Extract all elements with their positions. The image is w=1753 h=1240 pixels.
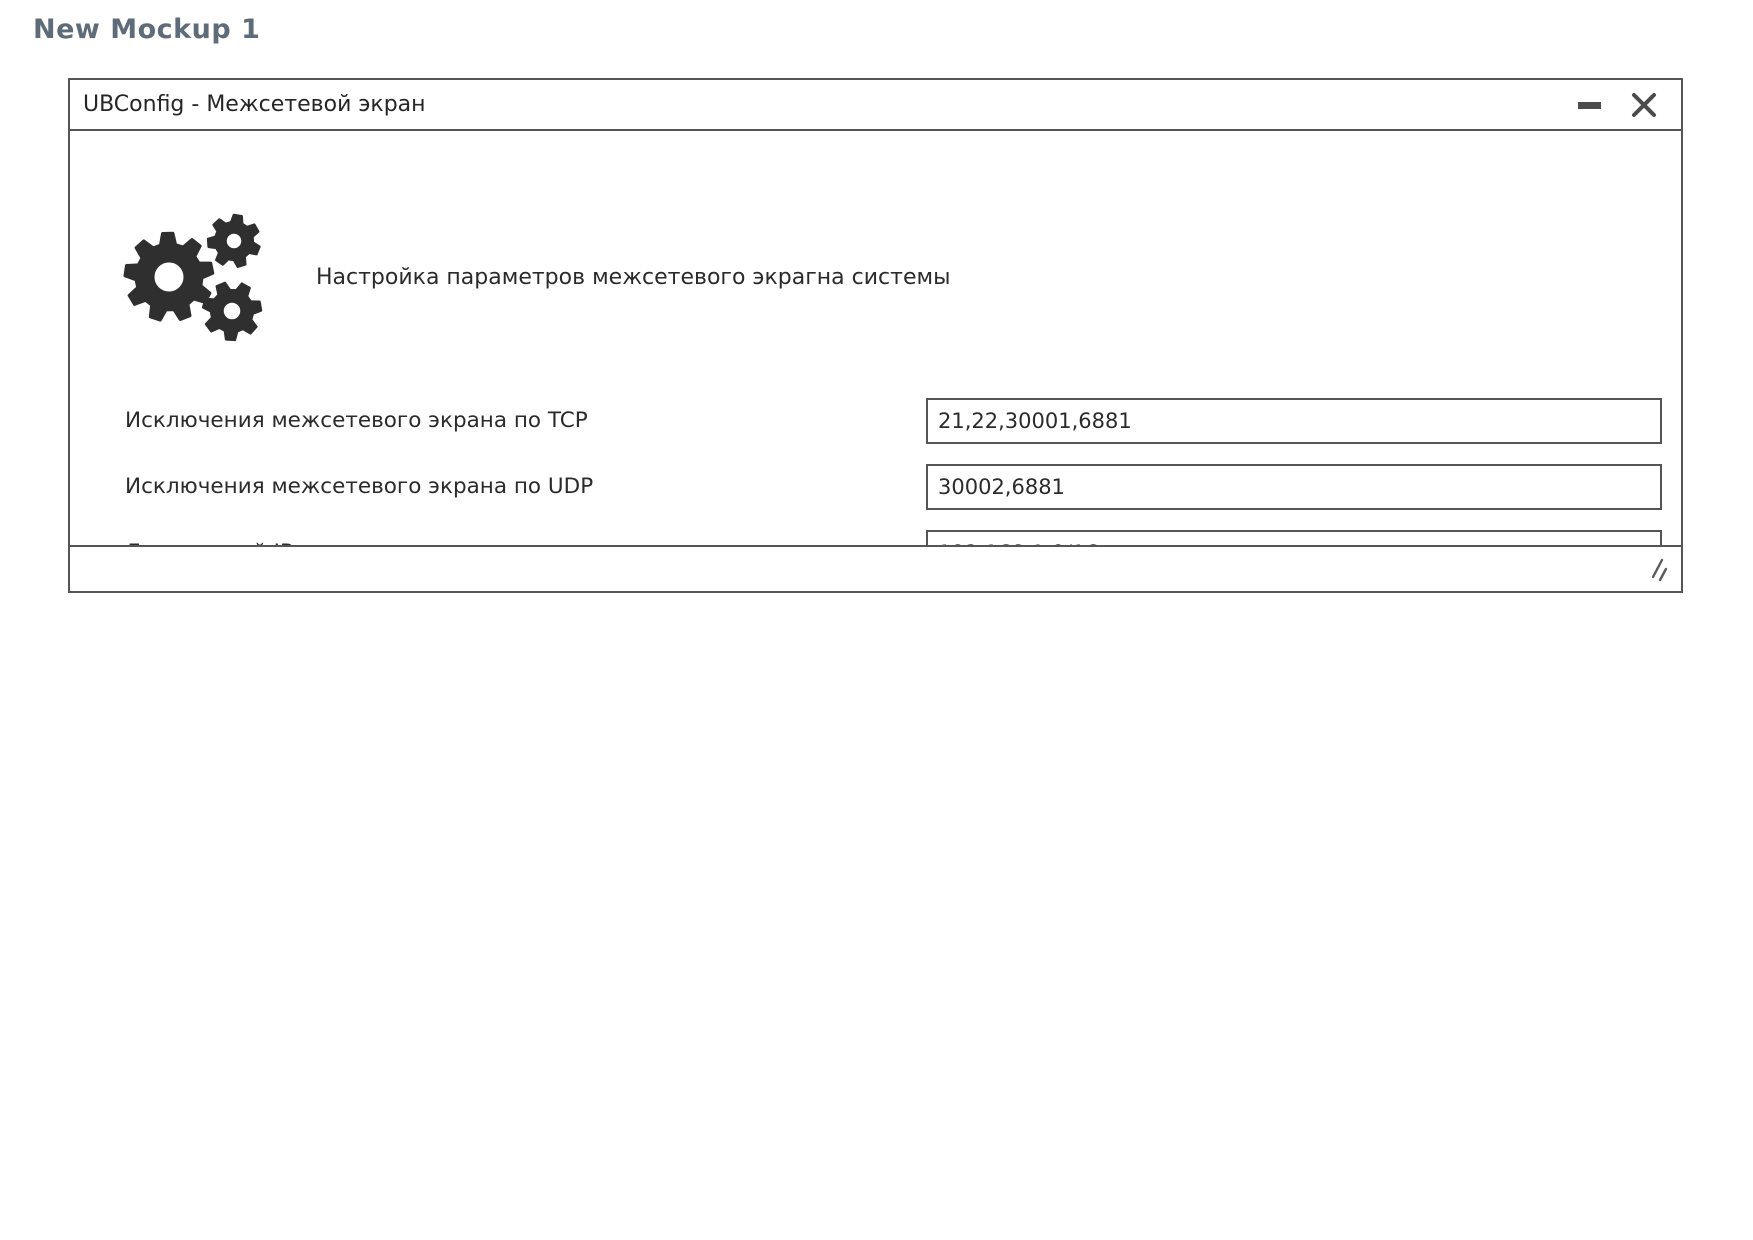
gears-icon <box>122 211 264 343</box>
window-statusbar <box>70 545 1681 591</box>
dialog-description: Настройка параметров межсетевого экрагна системы <box>316 265 951 290</box>
close-icon[interactable] <box>1631 92 1657 118</box>
window-title: UBConfig - Межсетевой экран <box>83 92 426 117</box>
mockup-title: New Mockup 1 <box>33 14 261 45</box>
udp-exceptions-label: Исключения межсетевого экрана по UDP <box>125 474 594 499</box>
app-window <box>68 78 1683 593</box>
form-row-udp <box>70 464 1681 510</box>
form-row-tcp <box>70 398 1681 444</box>
window-controls <box>1578 92 1681 118</box>
minimize-icon[interactable] <box>1578 102 1601 109</box>
tcp-exceptions-input[interactable] <box>926 398 1662 444</box>
resize-grip-icon[interactable] <box>1645 556 1673 584</box>
window-content <box>70 131 1681 545</box>
tcp-exceptions-label: Исключения межсетевого экрана по TCP <box>125 408 588 433</box>
window-titlebar[interactable] <box>70 80 1681 131</box>
udp-exceptions-input[interactable] <box>926 464 1662 510</box>
